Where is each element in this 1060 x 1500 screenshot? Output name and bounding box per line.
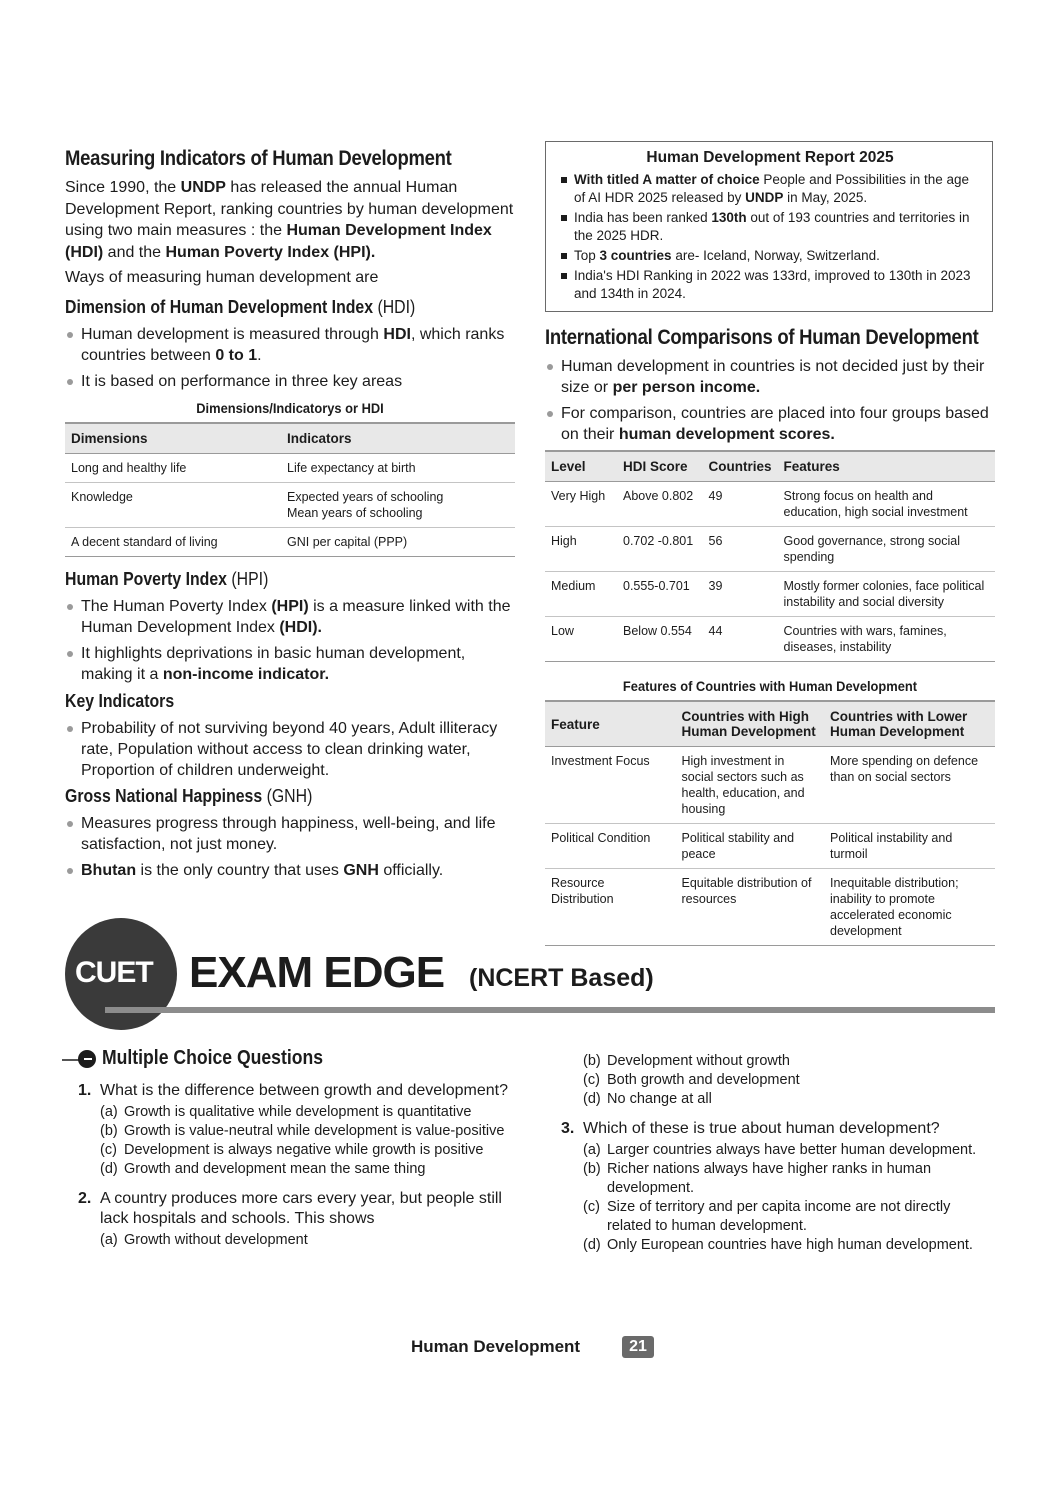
list-item xyxy=(558,171,982,207)
option-text: Growth and development mean the same thing xyxy=(124,1161,426,1177)
table-cell: High xyxy=(545,527,617,572)
text-run: . xyxy=(257,346,262,364)
table-header: Countries with High Human Development xyxy=(676,701,825,747)
table-row xyxy=(545,527,995,572)
question-text: Which of these is true about human development? xyxy=(583,1120,940,1137)
hdr-box-list xyxy=(558,171,982,303)
table-cell: 44 xyxy=(703,617,778,662)
answer-option xyxy=(62,1231,522,1250)
table-cell: Below 0.554 xyxy=(617,617,703,662)
text-run: Measures progress through happiness, well-being, and life satisfaction, not just money. xyxy=(81,814,496,853)
level-table-body xyxy=(545,482,995,662)
option-text: Only European countries have high human development. xyxy=(607,1237,973,1253)
table-row xyxy=(545,617,995,662)
text-run: are- Iceland, Norway, Switzerland. xyxy=(671,248,880,263)
bold-text: 130th xyxy=(711,210,747,225)
answer-option xyxy=(545,1071,995,1090)
table-cell: A decent standard of living xyxy=(65,527,281,556)
bold-text: (HDI). xyxy=(279,618,322,636)
option-letter: (d) xyxy=(100,1161,118,1177)
answer-option xyxy=(62,1122,522,1141)
mcq-questions-left xyxy=(62,1081,522,1250)
table-cell: Countries with wars, famines, diseases, instability xyxy=(778,617,995,662)
option-letter: (b) xyxy=(100,1123,118,1139)
option-text: Richer nations always have higher ranks in human development. xyxy=(607,1161,932,1196)
key-indicators-heading: Key Indicators xyxy=(65,690,175,711)
table-cell: 49 xyxy=(703,482,778,527)
table-row xyxy=(545,482,995,527)
right-column xyxy=(545,326,995,946)
mcq-right xyxy=(545,1052,995,1255)
text-run: Probability of not surviving beyond 40 years, Adult illiteracy rate, Population without access to clean drinking water, Proportion of children underweight. xyxy=(81,719,498,779)
text-run: in May, 2025. xyxy=(783,190,868,205)
bold-text: UNDP xyxy=(745,190,784,205)
table-row xyxy=(545,572,995,617)
ways-text: Ways of measuring human development are xyxy=(65,269,379,286)
option-letter: (b) xyxy=(583,1161,601,1177)
table-cell: Political instability and turmoil xyxy=(824,824,995,869)
mcq-left xyxy=(62,1047,522,1250)
mcq-heading-row xyxy=(62,1047,522,1073)
table-cell: Investment Focus xyxy=(545,747,676,824)
option-text: Size of territory and per capita income are not directly related to human development. xyxy=(607,1199,951,1234)
left-column xyxy=(65,147,515,886)
dimensions-table-caption: Dimensions/Indicatorys or HDI xyxy=(196,399,384,416)
text-run: and the xyxy=(103,243,166,261)
text-run: It is based on performance in three key areas xyxy=(81,372,403,390)
text-run: Since 1990, the xyxy=(65,179,181,196)
option-text: Growth without development xyxy=(124,1232,308,1248)
option-letter: (b) xyxy=(583,1053,601,1069)
table-cell: Low xyxy=(545,617,617,662)
exam-edge-title: EXAM EDGE xyxy=(189,948,445,997)
list-item xyxy=(65,643,515,685)
section-heading-international: International Comparisons of Human Development xyxy=(545,326,979,349)
question xyxy=(545,1119,995,1139)
table-cell: 39 xyxy=(703,572,778,617)
text-run: is a measure linked with the Human Development Index xyxy=(81,597,511,636)
table-header: Indicators xyxy=(281,423,515,454)
answer-option xyxy=(62,1103,522,1122)
hdi-bullets xyxy=(65,324,515,392)
table-header: HDI Score xyxy=(617,451,703,482)
answer-option xyxy=(545,1141,995,1160)
list-item xyxy=(65,860,515,881)
text-run: , which ranks countries between xyxy=(81,325,505,364)
option-letter: (d) xyxy=(583,1091,601,1107)
answer-option xyxy=(545,1160,995,1198)
key-indicators-bullets xyxy=(65,718,515,781)
text-run: Human development in countries is not decided just by their size or xyxy=(561,358,985,396)
table-cell: Life expectancy at birth xyxy=(281,453,515,482)
minus-icon xyxy=(84,1058,92,1060)
option-text: Development without growth xyxy=(607,1053,790,1069)
cuet-badge-text: CUET xyxy=(75,956,153,989)
table-header: Dimensions xyxy=(65,423,281,454)
list-item xyxy=(558,247,982,265)
table-cell: Good governance, strong social spending xyxy=(778,527,995,572)
answer-option xyxy=(62,1160,522,1179)
table-cell: Very High xyxy=(545,482,617,527)
answer-option xyxy=(62,1141,522,1160)
option-text: Growth is value-neutral while development is value-positive xyxy=(124,1123,505,1139)
table-cell: Political Condition xyxy=(545,824,676,869)
gnh-heading: Gross National Happiness (GNH) xyxy=(65,785,313,806)
table-cell: Resource Distribution xyxy=(545,869,676,946)
table-row xyxy=(65,527,515,556)
table-header: Countries xyxy=(703,451,778,482)
banner-rule xyxy=(105,1007,995,1013)
table-cell: GNI per capital (PPP) xyxy=(281,527,515,556)
text-run: The Human Poverty Index xyxy=(81,597,272,615)
hdr-2025-box xyxy=(545,141,993,312)
list-item xyxy=(65,813,515,855)
option-letter: (d) xyxy=(583,1237,601,1253)
option-letter: (a) xyxy=(100,1104,118,1120)
text-run: has released the annual Human Development Report, ranking countries by human development using two main measures : the xyxy=(65,179,514,239)
table-cell: Knowledge xyxy=(65,482,281,527)
features-table-body xyxy=(545,747,995,946)
question-number: 2. xyxy=(78,1190,92,1207)
table-row xyxy=(65,453,515,482)
option-text: Larger countries always have better human development. xyxy=(607,1142,977,1158)
hpi-bullets xyxy=(65,596,515,685)
question-text: A country produces more cars every year, but people still lack hospitals and schools. This shows xyxy=(100,1190,502,1227)
question-number: 3. xyxy=(561,1120,575,1137)
table-row xyxy=(65,482,515,527)
table-cell: Expected years of schooling Mean years of schooling xyxy=(281,482,515,527)
mcq-questions-right xyxy=(545,1052,995,1255)
option-letter: (c) xyxy=(583,1072,600,1088)
table-header: Features xyxy=(778,451,995,482)
question xyxy=(62,1081,522,1101)
question-text: What is the difference between growth and development? xyxy=(100,1082,508,1099)
bold-text: human development scores. xyxy=(618,426,835,443)
hdi-heading: Dimension of Human Development Index (HDI) xyxy=(65,296,416,317)
list-item xyxy=(65,596,515,638)
table-cell: Long and healthy life xyxy=(65,453,281,482)
list-item xyxy=(65,371,515,392)
bold-text: (HPI) xyxy=(271,597,309,615)
table-header: Countries with Lower Human Development xyxy=(824,701,995,747)
table-header: Feature xyxy=(545,701,676,747)
page-number: 21 xyxy=(622,1336,654,1358)
text-run: India's HDI Ranking in 2022 was 133rd, improved to 130th in 2023 and 134th in 2024. xyxy=(574,268,971,301)
bold-text: With titled A matter of choice xyxy=(574,172,760,187)
option-text: Development is always negative while growth is positive xyxy=(124,1142,484,1158)
text-run: For comparison, countries are placed into four groups based on their xyxy=(561,405,989,443)
option-letter: (a) xyxy=(583,1142,601,1158)
bold-text: Human Development Index (HDI) xyxy=(65,222,492,261)
bold-text: 3 countries xyxy=(599,248,672,263)
list-item xyxy=(545,403,995,445)
intl-bullets xyxy=(545,356,995,445)
bold-text: 0 to 1 xyxy=(215,346,258,364)
table-cell: 0.555-0.701 xyxy=(617,572,703,617)
table-cell: Mostly former colonies, face political instability and social diversity xyxy=(778,572,995,617)
answer-option xyxy=(545,1236,995,1255)
text-run: is the only country that uses xyxy=(136,861,344,879)
table-cell: Strong focus on health and education, high social investment xyxy=(778,482,995,527)
table-cell: 56 xyxy=(703,527,778,572)
option-text: No change at all xyxy=(607,1091,712,1107)
list-item xyxy=(558,267,982,303)
bold-text: non-income indicator. xyxy=(162,665,330,683)
table-cell: Medium xyxy=(545,572,617,617)
intro-paragraph xyxy=(65,177,515,263)
list-item xyxy=(65,718,515,781)
table-cell: High investment in social sectors such as health, education, and housing xyxy=(676,747,825,824)
dimensions-table-body xyxy=(65,453,515,556)
exam-edge-subtitle: (NCERT Based) xyxy=(469,964,654,992)
table-cell: Equitable distribution of resources xyxy=(676,869,825,946)
table-row xyxy=(545,824,995,869)
dimensions-table xyxy=(65,422,515,557)
bold-text: Bhutan xyxy=(81,861,137,879)
text-run: officially. xyxy=(378,861,444,879)
bold-text: Human Poverty Index (HPI). xyxy=(165,243,376,261)
answer-option xyxy=(545,1052,995,1071)
list-item xyxy=(65,324,515,366)
option-letter: (a) xyxy=(100,1232,118,1248)
table-cell: Political stability and peace xyxy=(676,824,825,869)
section-heading-measuring: Measuring Indicators of Human Development xyxy=(65,147,452,170)
table-cell: 0.702 -0.801 xyxy=(617,527,703,572)
table-header: Level xyxy=(545,451,617,482)
answer-option xyxy=(545,1090,995,1109)
table-row xyxy=(545,747,995,824)
option-text: Growth is qualitative while development is quantitative xyxy=(124,1104,472,1120)
question xyxy=(62,1189,522,1229)
gnh-bullets xyxy=(65,813,515,881)
answer-option xyxy=(545,1198,995,1236)
hpi-heading: Human Poverty Index (HPI) xyxy=(65,568,269,589)
features-table-caption: Features of Countries with Human Development xyxy=(622,678,918,694)
hdr-box-title: Human Development Report 2025 xyxy=(646,149,894,166)
text-run: out of 193 countries and territories in the 2025 HDR. xyxy=(574,210,970,243)
footer-chapter: Human Development xyxy=(411,1337,581,1356)
option-text: Both growth and development xyxy=(607,1072,800,1088)
option-letter: (c) xyxy=(100,1142,117,1158)
list-item xyxy=(558,209,982,245)
question-number: 1. xyxy=(78,1082,92,1099)
bold-text: GNH xyxy=(343,861,379,879)
bold-text: per person income. xyxy=(612,379,761,396)
level-table xyxy=(545,450,995,662)
table-cell: Inequitable distribution; inability to promote accelerated economic development xyxy=(824,869,995,946)
text-run: People and Possibilities in the age of AI HDR 2025 released by xyxy=(574,172,970,205)
exam-edge-banner xyxy=(65,918,995,1030)
bold-text: UNDP xyxy=(180,179,226,196)
mcq-heading: Multiple Choice Questions xyxy=(102,1047,324,1069)
text-run: India has been ranked xyxy=(574,210,712,225)
list-item xyxy=(545,356,995,398)
text-run: Top xyxy=(574,248,600,263)
features-table xyxy=(545,700,995,946)
text-run: Human development is measured through xyxy=(81,325,384,343)
table-cell: More spending on defence than on social sectors xyxy=(824,747,995,824)
text-run: It highlights deprivations in basic human development, making it a xyxy=(81,644,466,683)
table-cell: Above 0.802 xyxy=(617,482,703,527)
option-letter: (c) xyxy=(583,1199,600,1215)
bold-text: HDI xyxy=(383,325,411,343)
